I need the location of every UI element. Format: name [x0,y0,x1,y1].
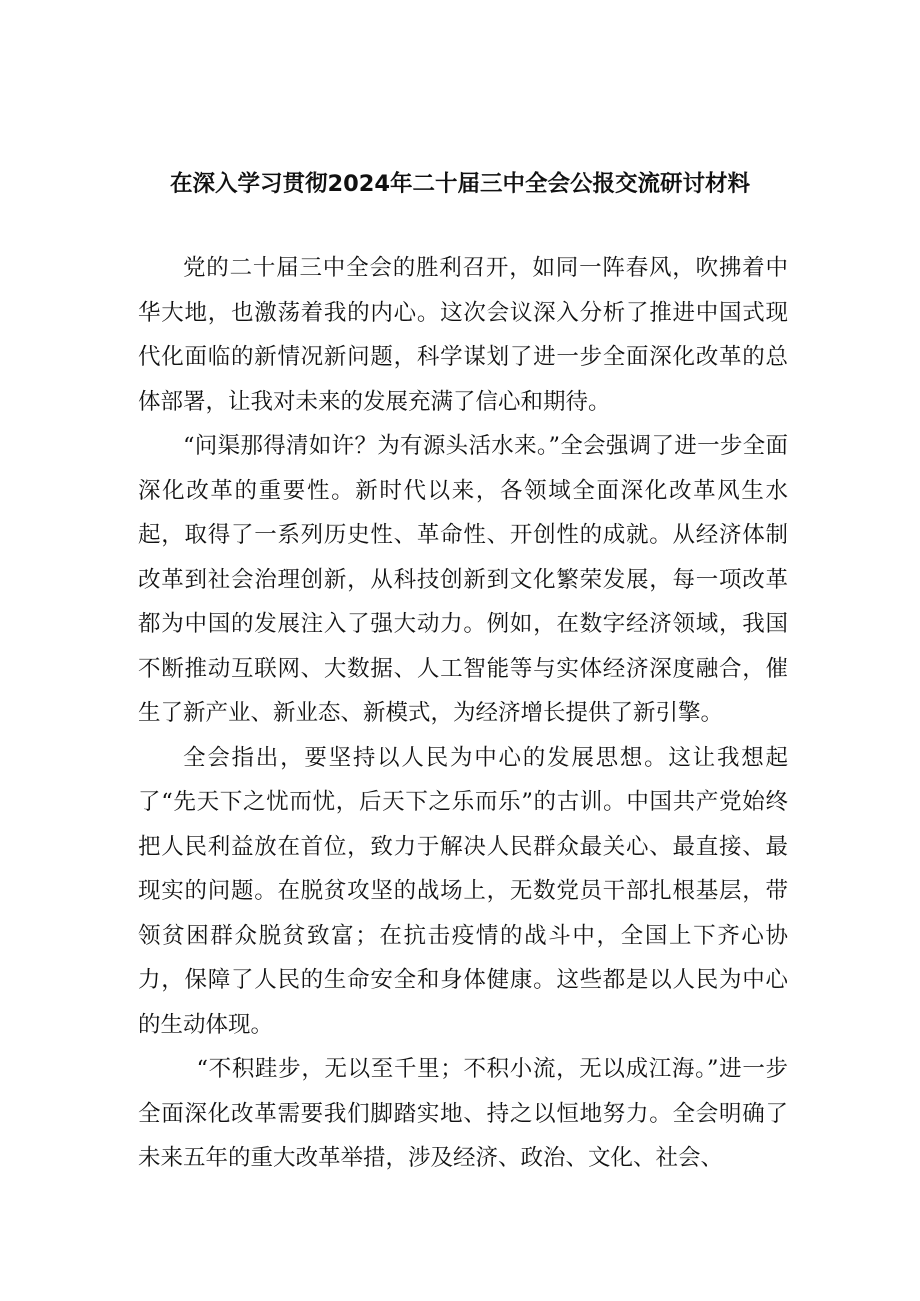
document-title: 在深入学习贯彻2024年二十届三中全会公报交流研讨材料 [169,171,751,197]
paragraph-1: 党的二十届三中全会的胜利召开，如同一阵春风，吹拂着中华大地，也激荡着我的内心。这次会议深入分析了推进中国式现代化面临的新情况新问题，科学谋划了进一步全面深化改革的总体部署，让我对未来的发展充满了信心和期待。 [138,255,788,415]
paragraph-3: 全会指出，要坚持以人民为中心的发展思想。这让我想起了“先天下之忧而忧，后天下之乐而乐”的古训。中国共产党始终把人民利益放在首位，致力于解决人民群众最关心、最直接、最现实的问题。在脱贫攻坚的战场上，无数党员干部扎根基层，带领贫困群众脱贫致富；在抗击疫情的战斗中，全国上下齐心协力，保障了人民的生命安全和身体健康。这些都是以人民为中心的生动体现。 [138,744,788,1038]
document-body [138,246,788,1181]
paragraph-4: “不积跬步，无以至千里；不积小流，无以成江海。”进一步全面深化改革需要我们脚踏实地、持之以恒地努力。全会明确了未来五年的重大改革举措，涉及经济、政治、文化、社会、 [138,1056,788,1171]
paragraph-2: “问渠那得清如许？为有源头活水来。”全会强调了进一步全面深化改革的重要性。新时代以来，各领域全面深化改革风生水起，取得了一系列历史性、革命性、开创性的成就。从经济体制改革到社会治理创新，从科技创新到文化繁荣发展，每一项改革都为中国的发展注入了强大动力。例如，在数字经济领域，我国不断推动互联网、大数据、人工智能等与实体经济深度融合，催生了新产业、新业态、新模式，为经济增长提供了新引擎。 [138,433,788,726]
